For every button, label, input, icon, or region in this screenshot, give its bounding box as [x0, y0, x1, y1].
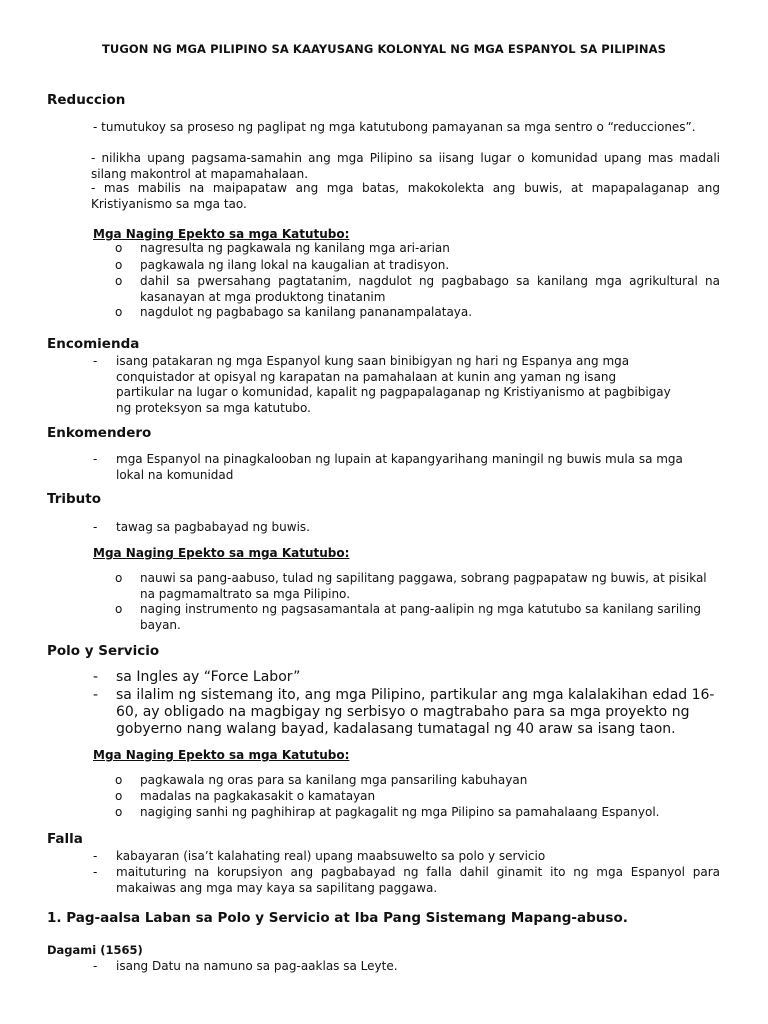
list-item-text: mga Espanyol na pinagkalooban ng lupain at kapangyarihang maningil ng buwis mula sa mga lokal na komunidad	[116, 452, 683, 482]
reduccion-line-2-text: - nilikha upang pagsama-samahin ang mga Pilipino sa iisang lugar o komunidad upang mas madali silang makontrol at mapamahalaan.	[91, 151, 720, 181]
reduccion-effects-heading: Mga Naging Epekto sa mga Katutubo:	[93, 227, 350, 241]
list-item-text: nauwi sa pang-aabuso, tulad ng sapilitang paggawa, sobrang pagpapataw ng buwis, at pisikal na pagmamaltrato sa mga Pilipino.	[140, 571, 707, 601]
heading-polo-y-servicio: Polo y Servicio	[47, 643, 160, 659]
section-heading-1: 1. Pag-aalsa Laban sa Polo y Servicio at Iba Pang Sistemang Mapang-abuso.	[47, 910, 628, 926]
list-item-text: maituturing na korupsiyon ang pagbabayad ng falla dahil ginamit ito ng mga Espanyol para makaiwas ang mga may kaya sa sapilitang paggawa.	[116, 865, 720, 895]
tributo-effects-heading: Mga Naging Epekto sa mga Katutubo:	[93, 546, 350, 560]
heading-falla: Falla	[47, 831, 83, 847]
heading-reduccion: Reduccion	[47, 92, 126, 108]
list-item-text: tawag sa pagbabayad ng buwis.	[116, 520, 310, 534]
list-item-text: pagkawala ng oras para sa kanilang mga pansariling kabuhayan	[140, 773, 528, 787]
polo-effects-heading: Mga Naging Epekto sa mga Katutubo:	[93, 748, 350, 762]
bullet-marker: o	[115, 258, 123, 272]
list-item-text: kabayaran (isa’t kalahating real) upang maabsuwelto sa polo y servicio	[116, 849, 546, 863]
list-item-text: nagdulot ng pagbabago sa kanilang pananampalataya.	[140, 305, 473, 319]
list-item-text: isang Datu na namuno sa pag-aaklas sa Leyte.	[116, 959, 398, 973]
heading-enkomendero: Enkomendero	[47, 425, 152, 441]
bullet-marker: o	[115, 602, 123, 616]
heading-tributo: Tributo	[47, 491, 102, 507]
bullet-marker: o	[115, 305, 123, 319]
list-item-text: pagkawala ng ilang lokal na kaugalian at tradisyon.	[140, 258, 450, 272]
bullet-marker: o	[115, 241, 123, 255]
dash-marker: -	[93, 959, 98, 973]
bullet-marker: o	[115, 274, 123, 288]
list-item-text: sa ilalim ng sistemang ito, ang mga Pilipino, partikular ang mga kalalakihan edad 16-60, ay obligado na magbigay ng serbisyo o magtrabaho para sa mga proyekto ng gobyerno nang walang bayad, kadalasang tumatagal ng 40 araw sa isang taon.	[116, 687, 715, 737]
list-item-text: madalas na pagkakasakit o kamatayan	[140, 789, 376, 803]
heading-dagami: Dagami (1565)	[47, 943, 143, 957]
document-title: TUGON NG MGA PILIPINO SA KAAYUSANG KOLONYAL NG MGA ESPANYOL SA PILIPINAS	[101, 42, 667, 56]
dash-marker: -	[93, 849, 98, 863]
dash-marker: -	[93, 865, 98, 879]
bullet-marker: o	[115, 805, 123, 819]
list-item-text: naging instrumento ng pagsasamantala at pang-aalipin ng mga katutubo sa kanilang sariling bayan.	[140, 602, 702, 632]
dash-marker: -	[93, 520, 98, 534]
heading-encomienda: Encomienda	[47, 336, 140, 352]
list-item-text: dahil sa pwersahang pagtatanim, nagdulot ng pagbabago sa kanilang mga agrikultural na kasanayan at mga produktong tinatanim	[140, 274, 720, 304]
dash-marker: -	[93, 687, 99, 703]
list-item-text: nagiging sanhi ng paghihirap at pagkagalit ng mga Pilipino sa pamahalaang Espanyol.	[140, 805, 660, 819]
bullet-marker: o	[115, 789, 123, 803]
dash-marker: -	[93, 669, 99, 685]
reduccion-line-3: - mas mabilis na maipapataw ang mga batas, makokolekta ang buwis, at mapapalaganap ang Kristiyanismo sa mga tao.	[91, 181, 720, 211]
bullet-marker: o	[115, 571, 123, 585]
dash-marker: -	[93, 354, 98, 368]
list-item-text: nagresulta ng pagkawala ng kanilang mga ari-arian	[140, 241, 450, 255]
reduccion-line-1: - tumutukoy sa proseso ng paglipat ng mga katutubong pamayanan sa mga sentro o “reducciones”.	[93, 120, 696, 134]
dash-marker: -	[93, 452, 98, 466]
list-item-text: isang patakaran ng mga Espanyol kung saan binibigyan ng hari ng Espanya ang mga conquistador at opisyal ng karapatan na pamahalaan at kunin ang yaman ng isang partikular na lugar o komunidad, kapalit ng pagpapalaganap ng Kristiyanismo at pagbibigay ng proteksyon sa mga katutubo.	[116, 354, 671, 415]
list-item-text: sa Ingles ay “Force Labor”	[116, 669, 301, 685]
bullet-marker: o	[115, 773, 123, 787]
